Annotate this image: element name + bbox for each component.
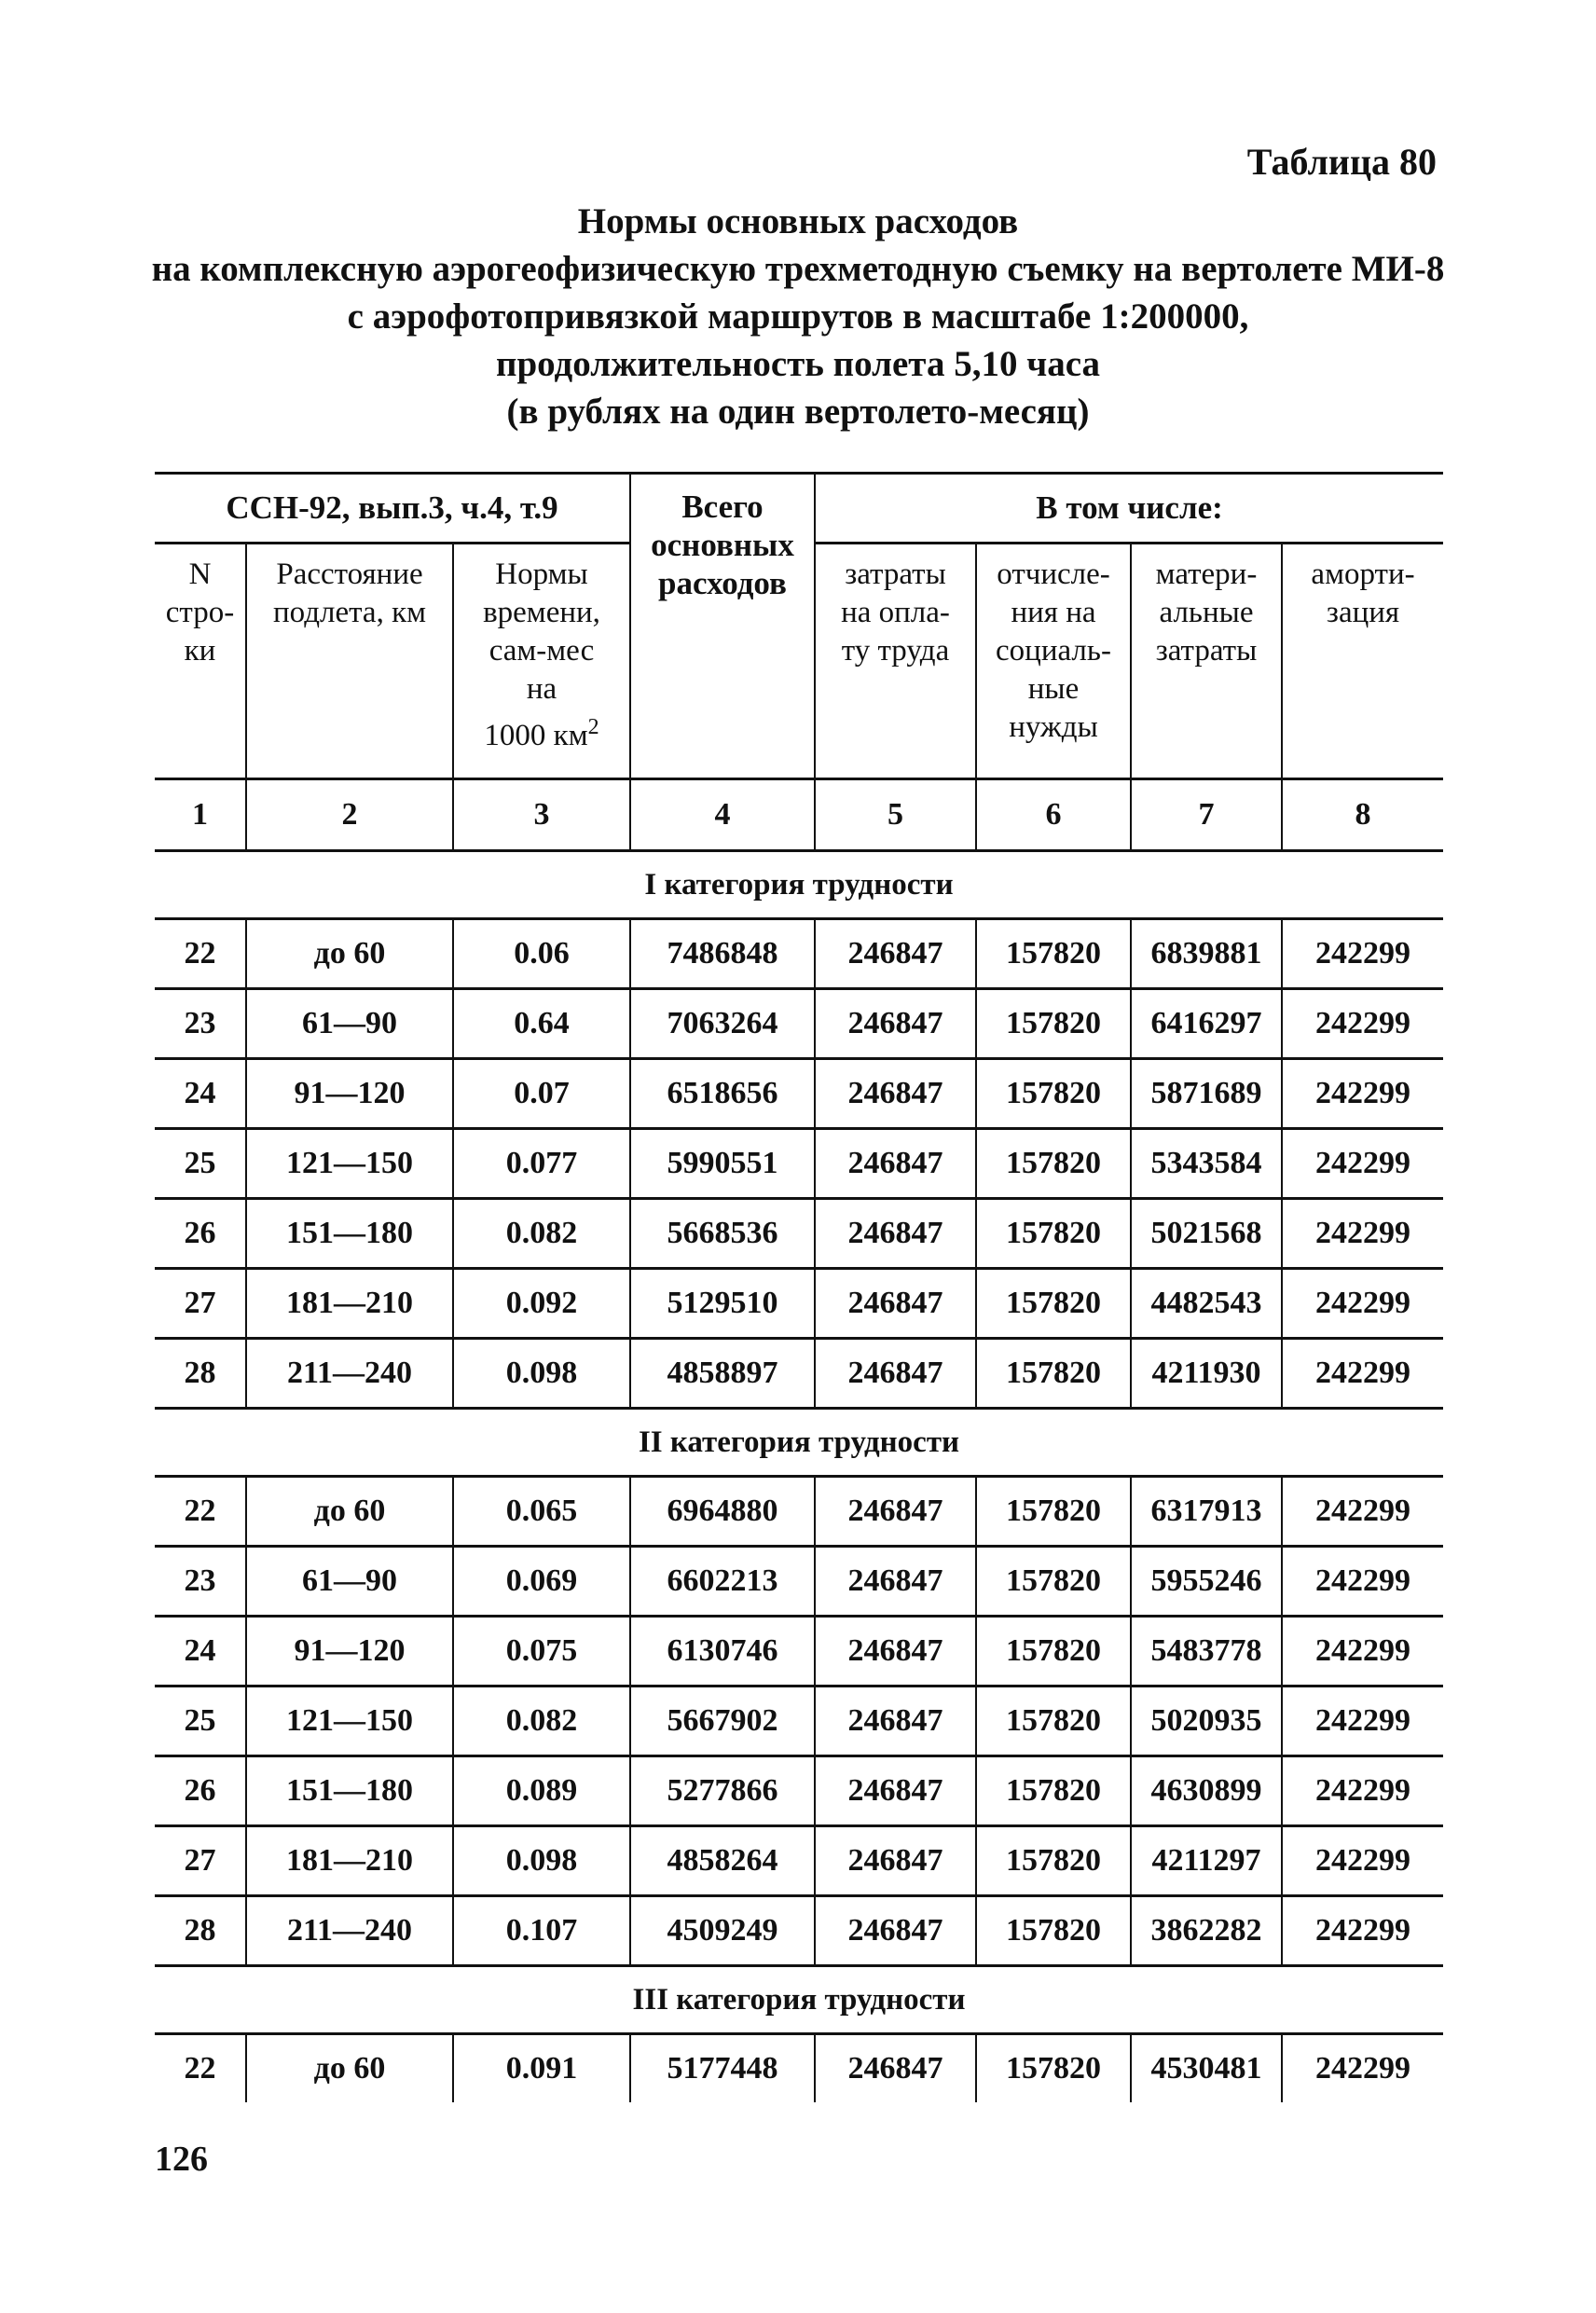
- cell-amortization: 242299: [1282, 1129, 1443, 1199]
- table-row: [155, 1129, 1443, 1199]
- header-total-line: Всего: [681, 489, 764, 525]
- cell-amortization: 242299: [1282, 989, 1443, 1059]
- norms-table: [155, 472, 1443, 2102]
- table-row: [155, 1617, 1443, 1687]
- cell-material: 5483778: [1131, 1617, 1282, 1687]
- cell-time-norm: 0.089: [453, 1756, 630, 1826]
- header-amortization: [1282, 544, 1443, 779]
- cell-amortization: 242299: [1282, 1617, 1443, 1687]
- cell-labor: 246847: [815, 1687, 976, 1756]
- cell-row-number: 25: [155, 1687, 246, 1756]
- header-line: ки: [184, 634, 216, 668]
- cell-material: 4630899: [1131, 1756, 1282, 1826]
- header-social: [976, 544, 1131, 779]
- header-line: матери-: [1155, 558, 1258, 591]
- cell-row-number: 22: [155, 2034, 246, 2103]
- table-row: [155, 1547, 1443, 1617]
- cell-material: 6839881: [1131, 919, 1282, 989]
- cell-social: 157820: [976, 1129, 1131, 1199]
- category-row: [155, 851, 1443, 919]
- cell-labor: 246847: [815, 1756, 976, 1826]
- cell-total: 5177448: [630, 2034, 815, 2103]
- cell-material: 4530481: [1131, 2034, 1282, 2103]
- cell-social: 157820: [976, 1059, 1131, 1129]
- header-ssn-group: ССН-92, вып.3, ч.4, т.9: [155, 474, 630, 544]
- cell-material: 5020935: [1131, 1687, 1282, 1756]
- cell-labor: 246847: [815, 1896, 976, 1966]
- column-number: 4: [630, 779, 815, 851]
- header-line: отчисле-: [997, 558, 1110, 591]
- cell-row-number: 26: [155, 1756, 246, 1826]
- header-line: социаль-: [996, 634, 1111, 668]
- cell-material: 4211297: [1131, 1826, 1282, 1896]
- cell-labor: 246847: [815, 989, 976, 1059]
- table-row: [155, 2034, 1443, 2103]
- header-line: нужды: [1009, 710, 1098, 744]
- title-line: (в рублях на один вертолето-месяц): [506, 392, 1090, 432]
- cell-material: 5021568: [1131, 1199, 1282, 1269]
- cell-amortization: 242299: [1282, 1269, 1443, 1339]
- cell-total: 6602213: [630, 1547, 815, 1617]
- category-label: I категория трудности: [155, 851, 1443, 919]
- cell-labor: 246847: [815, 2034, 976, 2103]
- header-line: подлета, км: [272, 596, 426, 629]
- cell-amortization: 242299: [1282, 2034, 1443, 2103]
- cell-material: 5343584: [1131, 1129, 1282, 1199]
- cell-time-norm: 0.098: [453, 1339, 630, 1409]
- cell-labor: 246847: [815, 1826, 976, 1896]
- cell-distance: 211—240: [246, 1896, 453, 1966]
- cell-total: 5668536: [630, 1199, 815, 1269]
- cell-amortization: 242299: [1282, 1477, 1443, 1547]
- cell-row-number: 26: [155, 1199, 246, 1269]
- table-row: [155, 1269, 1443, 1339]
- cell-amortization: 242299: [1282, 1756, 1443, 1826]
- cell-total: 6130746: [630, 1617, 815, 1687]
- cell-social: 157820: [976, 1339, 1131, 1409]
- cell-row-number: 24: [155, 1059, 246, 1129]
- header-including: В том числе:: [815, 474, 1443, 544]
- header-line: ту труда: [841, 634, 950, 668]
- header-line: N: [188, 558, 212, 591]
- table-row: [155, 1339, 1443, 1409]
- cell-labor: 246847: [815, 1477, 976, 1547]
- title-line: Нормы основных расходов: [577, 201, 1019, 241]
- cell-row-number: 23: [155, 989, 246, 1059]
- header-total-line: основных: [651, 527, 794, 563]
- cell-row-number: 28: [155, 1896, 246, 1966]
- cell-total: 5129510: [630, 1269, 815, 1339]
- cell-social: 157820: [976, 2034, 1131, 2103]
- cell-distance: 151—180: [246, 1756, 453, 1826]
- cell-distance: 121—150: [246, 1129, 453, 1199]
- header-row-group: [155, 474, 1443, 544]
- cell-labor: 246847: [815, 1129, 976, 1199]
- header-time-norms: [453, 544, 630, 779]
- cell-amortization: 242299: [1282, 1059, 1443, 1129]
- cell-total: 7063264: [630, 989, 815, 1059]
- cell-time-norm: 0.065: [453, 1477, 630, 1547]
- page-number: 126: [155, 2140, 208, 2179]
- table-row: [155, 1059, 1443, 1129]
- cell-distance: до 60: [246, 2034, 453, 2103]
- cell-time-norm: 0.082: [453, 1687, 630, 1756]
- cell-time-norm: 0.082: [453, 1199, 630, 1269]
- column-number-row: [155, 779, 1443, 851]
- cell-material: 4482543: [1131, 1269, 1282, 1339]
- table-row: [155, 1199, 1443, 1269]
- unit-superscript: 2: [587, 715, 599, 739]
- unit-text: 1000 км: [484, 719, 588, 752]
- column-number: 5: [815, 779, 976, 851]
- cell-time-norm: 0.077: [453, 1129, 630, 1199]
- cell-amortization: 242299: [1282, 1547, 1443, 1617]
- cell-distance: 211—240: [246, 1339, 453, 1409]
- table-number-label: Таблица 80: [1246, 141, 1437, 183]
- cell-social: 157820: [976, 1756, 1131, 1826]
- header-line: ния на: [1011, 596, 1096, 629]
- header-distance: [246, 544, 453, 779]
- header-line: затраты: [845, 558, 946, 591]
- header-line: аморти-: [1311, 558, 1415, 591]
- cell-time-norm: 0.075: [453, 1617, 630, 1687]
- cell-amortization: 242299: [1282, 1896, 1443, 1966]
- header-line: сам-мес: [488, 634, 595, 668]
- cell-material: 6416297: [1131, 989, 1282, 1059]
- cell-row-number: 22: [155, 919, 246, 989]
- header-total: [630, 474, 815, 779]
- cell-distance: 91—120: [246, 1059, 453, 1129]
- cell-material: 6317913: [1131, 1477, 1282, 1547]
- cell-amortization: 242299: [1282, 1687, 1443, 1756]
- cell-distance: 61—90: [246, 1547, 453, 1617]
- cell-social: 157820: [976, 989, 1131, 1059]
- header-norms-unit: [454, 709, 629, 755]
- cell-total: 7486848: [630, 919, 815, 989]
- header-row-number: [155, 544, 246, 779]
- cell-time-norm: 0.06: [453, 919, 630, 989]
- header-line: Расстояние: [276, 558, 423, 591]
- header-line: Нормы: [495, 558, 588, 591]
- cell-amortization: 242299: [1282, 1199, 1443, 1269]
- cell-row-number: 28: [155, 1339, 246, 1409]
- cell-row-number: 22: [155, 1477, 246, 1547]
- cell-social: 157820: [976, 1199, 1131, 1269]
- cell-amortization: 242299: [1282, 1826, 1443, 1896]
- cell-material: 5871689: [1131, 1059, 1282, 1129]
- cell-total: 5667902: [630, 1687, 815, 1756]
- category-row: [155, 1409, 1443, 1477]
- column-number: 3: [453, 779, 630, 851]
- cell-labor: 246847: [815, 1339, 976, 1409]
- category-row: [155, 1966, 1443, 2034]
- header-line: на: [526, 672, 557, 706]
- cell-social: 157820: [976, 1896, 1131, 1966]
- column-number: 7: [1131, 779, 1282, 851]
- table-title: [93, 198, 1503, 435]
- column-number: 6: [976, 779, 1131, 851]
- cell-distance: 181—210: [246, 1826, 453, 1896]
- header-line: времени,: [483, 596, 600, 629]
- column-number: 2: [246, 779, 453, 851]
- header-total-line: расходов: [658, 565, 787, 601]
- cell-row-number: 24: [155, 1617, 246, 1687]
- cell-labor: 246847: [815, 1617, 976, 1687]
- cell-row-number: 23: [155, 1547, 246, 1617]
- cell-total: 4858264: [630, 1826, 815, 1896]
- cell-social: 157820: [976, 919, 1131, 989]
- header-line: альные: [1159, 596, 1254, 629]
- cell-total: 4858897: [630, 1339, 815, 1409]
- cell-total: 5990551: [630, 1129, 815, 1199]
- cell-labor: 246847: [815, 919, 976, 989]
- cell-row-number: 25: [155, 1129, 246, 1199]
- cell-labor: 246847: [815, 1269, 976, 1339]
- cell-social: 157820: [976, 1687, 1131, 1756]
- cell-row-number: 27: [155, 1269, 246, 1339]
- cell-social: 157820: [976, 1617, 1131, 1687]
- cell-time-norm: 0.091: [453, 2034, 630, 2103]
- cell-social: 157820: [976, 1547, 1131, 1617]
- cell-material: 5955246: [1131, 1547, 1282, 1617]
- column-number: 8: [1282, 779, 1443, 851]
- category-label: II категория трудности: [155, 1409, 1443, 1477]
- cell-time-norm: 0.07: [453, 1059, 630, 1129]
- cell-labor: 246847: [815, 1547, 976, 1617]
- cell-total: 6964880: [630, 1477, 815, 1547]
- header-material: [1131, 544, 1282, 779]
- cell-social: 157820: [976, 1826, 1131, 1896]
- cell-distance: 121—150: [246, 1687, 453, 1756]
- cell-distance: до 60: [246, 919, 453, 989]
- cell-total: 6518656: [630, 1059, 815, 1129]
- header-line: стро-: [165, 596, 235, 629]
- table-row: [155, 919, 1443, 989]
- category-label: III категория трудности: [155, 1966, 1443, 2034]
- cell-time-norm: 0.107: [453, 1896, 630, 1966]
- cell-time-norm: 0.069: [453, 1547, 630, 1617]
- table-row: [155, 1687, 1443, 1756]
- cell-material: 4211930: [1131, 1339, 1282, 1409]
- cell-social: 157820: [976, 1477, 1131, 1547]
- title-line: на комплексную аэрогеофизическую трехметодную съемку на вертолете МИ-8: [151, 249, 1445, 289]
- title-line: продолжительность полета 5,10 часа: [496, 344, 1100, 384]
- cell-distance: 181—210: [246, 1269, 453, 1339]
- column-number: 1: [155, 779, 246, 851]
- cell-time-norm: 0.64: [453, 989, 630, 1059]
- table-row: [155, 1896, 1443, 1966]
- cell-labor: 246847: [815, 1059, 976, 1129]
- table-row: [155, 1756, 1443, 1826]
- header-labor: [815, 544, 976, 779]
- cell-time-norm: 0.098: [453, 1826, 630, 1896]
- cell-row-number: 27: [155, 1826, 246, 1896]
- table-row: [155, 1477, 1443, 1547]
- header-line: на опла-: [841, 596, 950, 629]
- cell-distance: 151—180: [246, 1199, 453, 1269]
- cell-distance: 61—90: [246, 989, 453, 1059]
- header-line: затраты: [1155, 634, 1258, 668]
- cell-distance: до 60: [246, 1477, 453, 1547]
- cell-material: 3862282: [1131, 1896, 1282, 1966]
- cell-social: 157820: [976, 1269, 1131, 1339]
- table-row: [155, 989, 1443, 1059]
- cell-total: 4509249: [630, 1896, 815, 1966]
- cell-distance: 91—120: [246, 1617, 453, 1687]
- cell-amortization: 242299: [1282, 1339, 1443, 1409]
- header-line: зация: [1326, 596, 1400, 629]
- cell-total: 5277866: [630, 1756, 815, 1826]
- cell-amortization: 242299: [1282, 919, 1443, 989]
- cell-time-norm: 0.092: [453, 1269, 630, 1339]
- table-row: [155, 1826, 1443, 1896]
- cell-labor: 246847: [815, 1199, 976, 1269]
- title-line: с аэрофотопривязкой маршрутов в масштабе 1:200000,: [347, 296, 1249, 337]
- header-line: ные: [1027, 672, 1080, 706]
